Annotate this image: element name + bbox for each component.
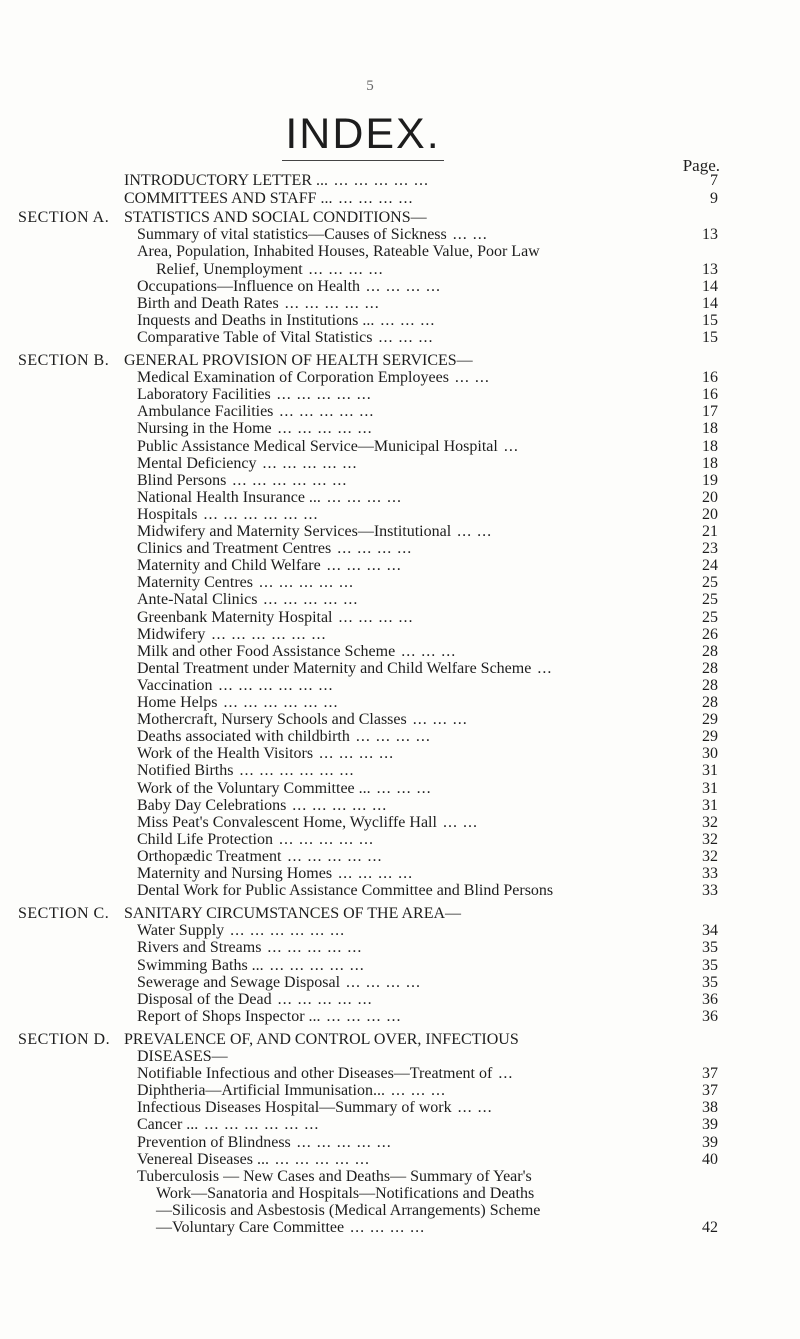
entry-label: Medical Examination of Corporation Employees [137,369,449,387]
entry-label: Work of the Health Visitors [137,745,314,763]
leader-dots: ... ... ... ... ... [258,574,354,592]
leader-dots: ... [498,1065,514,1083]
leader-dots: ... ... [442,813,478,831]
leader-dots: ... ... ... ... [319,745,395,763]
entry-page-number: 42 [702,1219,718,1236]
leader-dots: ... ... ... ... [326,557,402,575]
entry-label: Tuberculosis — New Cases and Deaths— Summary of Year's [137,1167,532,1185]
leader-dots: ... ... ... ... [308,260,384,278]
index-entry [137,847,383,866]
index-entry [156,1202,540,1220]
page-title: INDEX. [285,110,441,158]
entry-label: Diphtheria—Artificial Immunisation... [137,1082,385,1100]
leader-dots: ... ... ... [390,1082,446,1100]
leader-dots: ... ... ... ... ... [292,796,388,814]
entry-label: Vaccination [137,676,213,694]
entry-page-number: 40 [702,1150,718,1168]
entry-page-number: 24 [702,557,718,575]
entry-page-number: 17 [702,403,718,421]
entry-label: —Silicosis and Asbestosis (Medical Arrangements) Scheme [156,1201,541,1219]
index-entry [137,437,519,456]
leader-dots: ... ... ... ... ... [279,403,375,421]
index-entry [137,1150,370,1169]
index-entry [137,574,354,592]
index-entry [137,694,339,712]
entry-label: Midwifery and Maternity Services—Institutional [137,523,452,540]
leader-dots: ... ... ... ... [338,189,414,207]
leader-dots: ... ... [452,226,488,244]
index-entry [137,1116,320,1134]
index-entry [137,728,431,746]
entry-page-number: 32 [702,830,718,848]
entry-page-number: 36 [702,990,718,1008]
entry-page-number: 9 [710,189,718,207]
entry-page-number: 32 [702,813,718,831]
entry-page-number: 13 [702,260,718,278]
index-entry [137,659,553,678]
leader-dots: ... ... ... [412,711,468,729]
section-heading: SANITARY CIRCUMSTANCES OF THE AREA— [124,905,462,923]
entry-page-number: 16 [702,386,718,404]
index-entry [137,762,355,780]
leader-dots: ... ... ... ... [338,865,414,882]
entry-page-number: 39 [702,1116,718,1134]
entry-page-number: 18 [702,437,718,455]
index-entry [137,386,372,404]
entry-label: Ambulance Facilities [137,403,274,421]
index-entry [137,311,436,330]
entry-page-number: 26 [702,625,718,643]
index-entry [137,328,434,347]
entry-label: Inquests and Deaths in Institutions ... [137,311,375,329]
entry-page-number: 18 [702,420,718,438]
entry-label: Miss Peat's Convalescent Home, Wycliffe Hall [137,813,437,831]
index-entry [137,1168,532,1186]
entry-label: Public Assistance Medical Service—Municipal Hospital [137,437,498,455]
index-entry [137,523,493,541]
index-entry [137,882,553,900]
leader-dots: ... ... ... ... ... ... [230,922,346,940]
section-label: SECTION D. [18,1030,111,1048]
leader-dots: ... ... ... ... [350,1219,426,1236]
leader-dots: ... ... ... ... ... [296,1133,392,1151]
section-heading: STATISTICS AND SOCIAL CONDITIONS— [124,209,427,227]
leader-dots: ... ... [457,1099,493,1117]
index-entry [137,939,363,957]
section-heading-continued: DISEASES— [137,1048,228,1065]
leader-dots: ... ... ... [376,779,432,797]
entry-page-number: 29 [702,728,718,746]
entry-page-number: 19 [702,471,718,489]
entry-page-number: 18 [702,454,718,472]
entry-label: —Voluntary Care Committee [156,1219,345,1236]
entry-page-number: 25 [702,591,718,609]
leader-dots: ... ... ... ... ... [262,454,358,472]
index-entry [137,277,442,296]
entry-label: National Health Insurance ... [137,488,321,506]
entry-label: Swimming Baths ... [137,956,264,974]
entry-page-number: 28 [702,676,718,694]
leader-dots: ... ... ... ... ... [277,990,373,1008]
leader-dots: ... ... ... ... ... [278,830,374,848]
entry-label: Area, Population, Inhabited Houses, Rateable Value, Poor Law [137,243,540,261]
index-entry [156,1185,534,1203]
entry-label: Water Supply [137,922,225,940]
leader-dots: ... ... ... ... ... [263,591,359,609]
page-number: 5 [366,78,374,94]
entry-label: Greenbank Maternity Hospital [137,608,333,626]
entry-page-number: 31 [702,796,718,814]
entry-page-number: 23 [702,540,718,558]
entry-page-number: 21 [702,523,718,540]
entry-page-number: 37 [702,1065,718,1083]
entry-label: Work of the Voluntary Committee ... [137,779,371,797]
leader-dots: ... ... ... ... [355,728,431,746]
index-entry [137,1082,446,1100]
entry-page-number: 38 [702,1099,718,1117]
leader-dots: ... ... ... ... ... [274,1150,370,1168]
entry-page-number: 16 [702,369,718,387]
intro-entry [124,172,429,190]
leader-dots: ... ... ... ... ... [276,386,372,404]
entry-page-number: 28 [702,642,718,660]
leader-dots: ... ... ... ... ... [284,294,380,312]
entry-page-number: 29 [702,711,718,729]
index-entry [137,1099,493,1117]
entry-page-number: 15 [702,328,718,346]
index-entry [137,779,432,798]
index-entry [137,471,348,490]
leader-dots: ... ... ... [380,311,436,329]
index-entry [137,557,402,575]
index-entry [137,591,359,609]
page-column-header: Page. [682,156,720,175]
leader-dots: ... ... ... ... ... ... [218,676,334,694]
entry-page-number: 14 [702,277,718,295]
entry-label: Notified Births [137,762,234,780]
entry-page-number: 33 [702,865,718,882]
entry-label: Occupations—Influence on Health [137,277,361,295]
index-entry [137,420,373,438]
entry-page-number: 25 [702,608,718,626]
entry-label: Milk and other Food Assistance Scheme [137,642,396,660]
entry-label: Orthopædic Treatment [137,847,282,865]
entry-label: Infectious Diseases Hospital—Summary of work [137,1099,452,1117]
index-entry [137,488,402,507]
entry-page-number: 14 [702,294,718,312]
section-heading: GENERAL PROVISION OF HEALTH SERVICES— [124,352,473,369]
leader-dots: ... ... ... ... ... [269,956,365,974]
entry-label: Laboratory Facilities [137,386,271,404]
leader-dots: ... ... ... ... ... ... [204,1116,320,1134]
leader-dots: ... ... ... ... [326,1007,402,1025]
index-entry [137,540,413,558]
entry-page-number: 34 [702,922,718,940]
leader-dots: ... ... ... ... ... ... [211,625,327,643]
leader-dots: ... ... ... ... ... [287,847,383,865]
section-label: SECTION A. [18,209,110,227]
section-label: SECTION C. [18,905,110,923]
entry-label: Deaths associated with childbirth [137,728,350,746]
intro-entry [124,189,414,208]
entry-label: Maternity and Nursing Homes [137,865,333,882]
entry-label: Nursing in the Home [137,420,272,438]
entry-label: Dental Treatment under Maternity and Child Welfare Scheme [137,659,532,677]
leader-dots: ... ... ... ... ... ... [239,762,355,780]
leader-dots: ... ... [454,369,490,387]
section-label: SECTION B. [18,352,110,369]
entry-page-number: 31 [702,779,718,797]
index-entry [137,226,488,244]
entry-label: Rivers and Streams [137,939,262,957]
index-entry [137,1133,392,1152]
index-entry [137,745,395,763]
index-entry [137,1007,402,1026]
entry-page-number: 20 [702,505,718,523]
entry-label: Baby Day Celebrations [137,796,287,814]
leader-dots: ... ... ... [378,328,434,346]
index-entry [137,369,490,387]
entry-label: Ante-Natal Clinics [137,591,258,609]
entry-page-number: 15 [702,311,718,329]
index-entry [137,973,422,992]
entry-page-number: 7 [710,172,718,189]
index-entry [137,676,334,695]
entry-label: Work—Sanatoria and Hospitals—Notifications and Deaths [156,1184,535,1202]
entry-page-number: 39 [702,1133,718,1151]
entry-label: Venereal Diseases ... [137,1150,269,1168]
section-heading: PREVALENCE OF, AND CONTROL OVER, INFECTIOUS [124,1030,519,1048]
leader-dots: ... ... [457,523,493,540]
entry-label: Comparative Table of Vital Statistics [137,328,373,346]
index-entry [137,813,478,832]
entry-label: Disposal of the Dead [137,990,272,1008]
entry-page-number: 31 [702,762,718,780]
entry-page-number: 13 [702,226,718,244]
leader-dots: ... ... ... ... [326,488,402,506]
index-entry [137,990,373,1009]
leader-dots: ... ... ... ... ... [334,172,429,189]
index-entry [137,454,358,473]
entry-page-number: 20 [702,488,718,506]
index-entry [156,1219,426,1237]
entry-label: Birth and Death Rates [137,294,279,312]
index-entry [137,642,457,661]
entry-page-number: 33 [702,882,718,900]
entry-page-number: 25 [702,574,718,592]
leader-dots: ... ... ... ... ... [267,939,363,957]
entry-label: COMMITTEES AND STAFF ... [124,189,333,207]
entry-page-number: 28 [702,694,718,711]
entry-page-number: 37 [702,1082,718,1100]
entry-label: Summary of vital statistics—Causes of Sickness [137,226,447,244]
leader-dots: ... ... ... ... ... ... [203,505,319,523]
entry-page-number: 30 [702,745,718,763]
entry-page-number: 35 [702,956,718,974]
leader-dots: ... [503,437,519,455]
entry-label: Mothercraft, Nursery Schools and Classes [137,711,407,729]
entry-label: Cancer ... [137,1116,199,1134]
entry-label: Notifiable Infectious and other Diseases—Treatment of [137,1065,493,1083]
entry-page-number: 35 [702,973,718,991]
entry-label: Report of Shops Inspector ... [137,1007,321,1025]
entry-label: Child Life Protection [137,830,273,848]
entry-label: Hospitals [137,505,198,523]
leader-dots: ... ... ... ... [346,973,422,991]
index-entry [156,260,384,279]
leader-dots: ... ... ... ... ... ... [232,471,348,489]
leader-dots: ... ... ... ... [366,277,442,295]
index-entry [137,830,374,849]
entry-page-number: 36 [702,1007,718,1025]
index-entry [137,294,380,313]
entry-label: Mental Deficiency [137,454,257,472]
entry-label: Home Helps [137,694,218,711]
index-entry [137,956,365,975]
index-entry [137,796,388,815]
index-entry [137,922,346,940]
entry-page-number: 32 [702,847,718,865]
index-entry [137,505,319,524]
leader-dots: ... ... ... ... [337,540,413,558]
leader-dots: ... ... ... ... ... [277,420,373,438]
leader-dots: ... ... ... ... [338,608,414,626]
title-underline [282,160,444,161]
leader-dots: ... ... ... [401,642,457,660]
leader-dots: ... [537,659,553,677]
index-entry [137,403,375,421]
entry-label: Maternity Centres [137,574,253,592]
entry-label: Clinics and Treatment Centres [137,540,332,558]
index-entry [137,625,327,644]
index-entry [137,608,414,627]
entry-label: Sewerage and Sewage Disposal [137,973,341,991]
entry-label: Dental Work for Public Assistance Committee and Blind Persons [137,882,554,900]
entry-page-number: 35 [702,939,718,957]
index-entry [137,711,468,729]
entry-page-number: 28 [702,659,718,677]
entry-label: INTRODUCTORY LETTER ... [124,172,328,189]
leader-dots: ... ... ... ... ... ... [223,694,339,711]
entry-label: Midwifery [137,625,206,643]
index-entry [137,1065,514,1083]
entry-label: Maternity and Child Welfare [137,557,321,575]
index-entry [137,865,414,883]
entry-label: Blind Persons [137,471,227,489]
index-entry [137,243,540,261]
entry-label: Prevention of Blindness [137,1133,291,1151]
entry-label: Relief, Unemployment [156,260,303,278]
